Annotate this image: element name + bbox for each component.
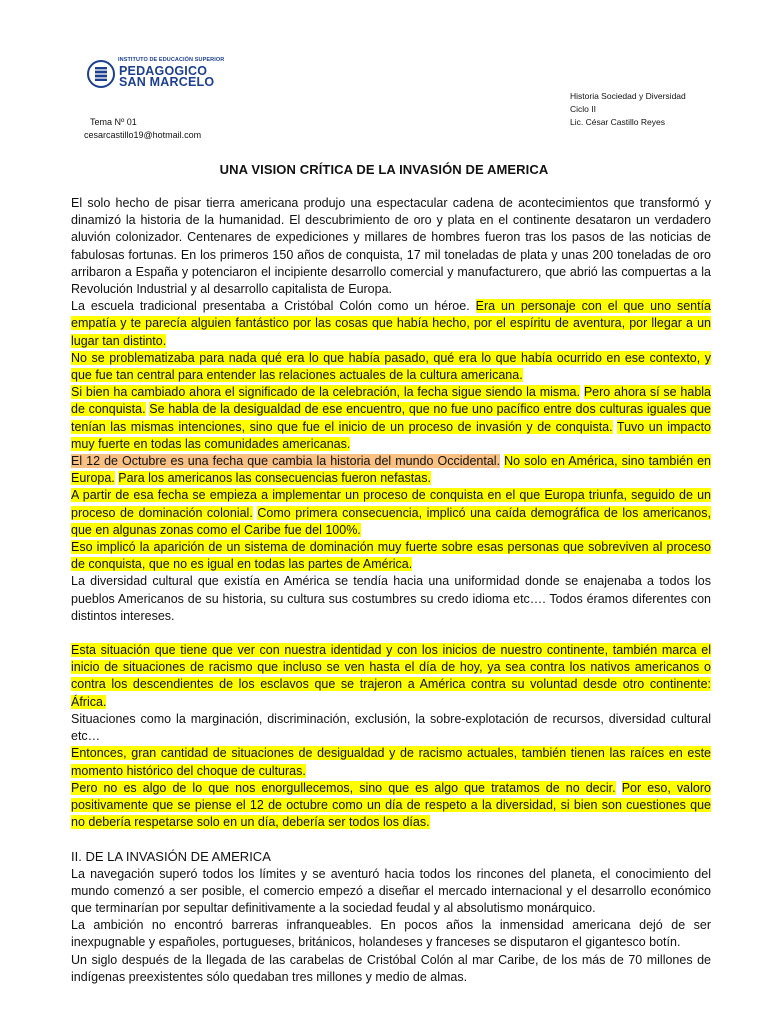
highlighted-text: Tuvo un impacto muy fuerte en todas las comunidades americanas. (71, 419, 711, 451)
logo-institute-text: INSTITUTO DE EDUCACIÓN SUPERIOR (118, 57, 225, 63)
highlighted-text: Era un personaje con el que uno sentía empatía y te parecía alguien fantástico por las cosas que había hecho, por el espíritu de aventura, por llegar a un lugar tan distinto. (71, 299, 712, 348)
author-email: cesarcastillo19@hotmail.com (84, 130, 202, 140)
highlighted-text: No se problematizaba para nada qué era lo que había pasado, qué era lo que había ocurrido en ese contexto, y que fue tan central para entender las relaciones actuales de la cultura americana. (71, 350, 711, 383)
section-heading: II. DE LA INVASIÓN DE AMERICA (71, 849, 271, 865)
highlighted-text: Entonces, gran cantidad de situaciones de desigualdad y de racismo actuales, también tienen las raíces en este momento histórico del choque de culturas. (71, 746, 711, 778)
paragraph: La diversidad cultural que existía en América se tendía hacia una uniformidad donde se enajenaba a todos los pueblos Americanos de su historia, su cultura sus costumbres su credo idioma etc…. Todos éramos diferentes con distintos intereses. (71, 574, 711, 623)
paragraph (71, 453, 711, 487)
paragraph: El solo hecho de pisar tierra americana produjo una espectacular cadena de acontecimientos que transformó y dinamizó la historia de la humanidad. El descubrimiento de oro y plata en el continente desataron un verdadero aluvión colonizador. Centenares de expediciones y millares de hombres fueron tras los pasos de las noticias de fabulosas fortunas. En los primeros 150 años de conquista, 17 mil toneladas de plata y unas 200 toneladas de oro arribaron a España y potenciaron el incipiente desarrollo comercial y manufacturero, que abrió las compuertas a la Revolución Industrial y al desarrollo capitalista de Europa. (71, 196, 711, 297)
paragraph-gap (71, 625, 711, 642)
highlighted-text: Pero ahora sí se habla de conquista. (71, 385, 711, 417)
paragraph (71, 298, 711, 350)
highlighted-text: Para los americanos las consecuencias fueron nefastas. (118, 471, 431, 486)
paragraph (71, 384, 711, 453)
document-title: UNA VISION CRÍTICA DE LA INVASIÓN DE AMERICA (219, 162, 549, 177)
logo-name-line1: PEDAGOGICO (119, 64, 208, 78)
highlighted-text: A partir de esa fecha se empieza a implementar un proceso de conquista en el que Europa triunfa, seguido de un proceso de dominación colonial. (71, 488, 711, 520)
paragraph: Un siglo después de la llegada de las carabelas de Cristóbal Colón al mar Caribe, de los más de 70 millones de indígenas preexistentes sólo quedaban tres millones y medio de almas. (71, 952, 711, 984)
highlighted-text: Pero no es algo de lo que nos enorgullecemos, sino que es algo que tratamos de no decir. (71, 780, 616, 795)
highlighted-text: No solo en América, sino también en Europa. (71, 454, 711, 486)
highlighted-text-orange: El 12 de Octubre es una fecha que cambia la historia del mundo Occidental. (71, 454, 501, 469)
highlighted-text: Esta situación que tiene que ver con nuestra identidad y con los inicios de nuestro continente, también marca el inicio de situaciones de racismo que incluso se ven hasta el día de hoy, ya sea contra los nativos americanos o contra los descendientes de los esclavos que se trajeron a América contra su voluntad desde otro continente: África. (71, 643, 711, 709)
paragraph: Situaciones como la marginación, discriminación, exclusión, la sobre-explotación de recursos, diversidad cultural etc… (71, 711, 711, 744)
paragraph (71, 642, 711, 711)
paragraph (71, 745, 711, 779)
institute-emblem-icon (86, 59, 116, 89)
teacher-name: Lic. César Castillo Reyes (570, 117, 665, 127)
logo-name-line2: SAN MARCELO (119, 75, 215, 89)
highlighted-text: Como primera consecuencia, implicó una caída demográfica de los americanos, que en algunas zonas como el Caribe fue del 100%. (71, 505, 711, 537)
paragraph (71, 487, 711, 539)
document-body (71, 195, 711, 986)
paragraph: La ambición no encontró barreras infranqueables. En pocos años la inmensidad americana dejó de ser inexpugnable y españoles, portugueses, británicos, holandeses y franceses se disputaron el gigantesco botín. (71, 918, 711, 950)
highlighted-text: Eso implicó la aparición de un sistema de dominación muy fuerte sobre esas personas que sobreviven al proceso de conquista, que no es igual en todas las partes de América. (71, 540, 711, 572)
course-info (570, 90, 686, 129)
highlighted-text: Por eso, valoro positivamente que se piense el 12 de octubre como un día de respeto a la diversidad, si bien son cuestiones que no debería respetarse solo en un día, debería ser todos los días. (71, 780, 711, 830)
paragraph (71, 780, 711, 832)
paragraph-text: La escuela tradicional presentaba a Cristóbal Colón como un héroe. (71, 299, 476, 314)
paragraph (71, 539, 711, 573)
paragraph: La navegación superó todos los límites y se aventuró hacia todos los rincones del planeta, el conocimiento del mundo comenzó a ser posible, el comercio empezó a diseñar el mercado internacional y el desarrollo económico que terminarían por sepultar definitivamente a la sociedad feudal y al absolutismo monárquico. (71, 866, 711, 915)
course-cycle: Ciclo II (570, 104, 596, 114)
topic-number: Tema Nº 01 (90, 117, 137, 127)
paragraph-gap (71, 831, 711, 848)
highlighted-text: Si bien ha cambiado ahora el significado de la celebración, la fecha sigue siendo la misma. (71, 385, 580, 400)
paragraph (71, 350, 711, 384)
course-name: Historia Sociedad y Diversidad (570, 91, 686, 101)
highlighted-text: Se habla de la desigualdad de ese encuentro, que no fue uno pacífico entre dos culturas iguales que tenían las mismas intenciones, sino que fue el inicio de un proceso de invasión y de conquista. (71, 402, 712, 434)
institute-logo (86, 57, 225, 91)
